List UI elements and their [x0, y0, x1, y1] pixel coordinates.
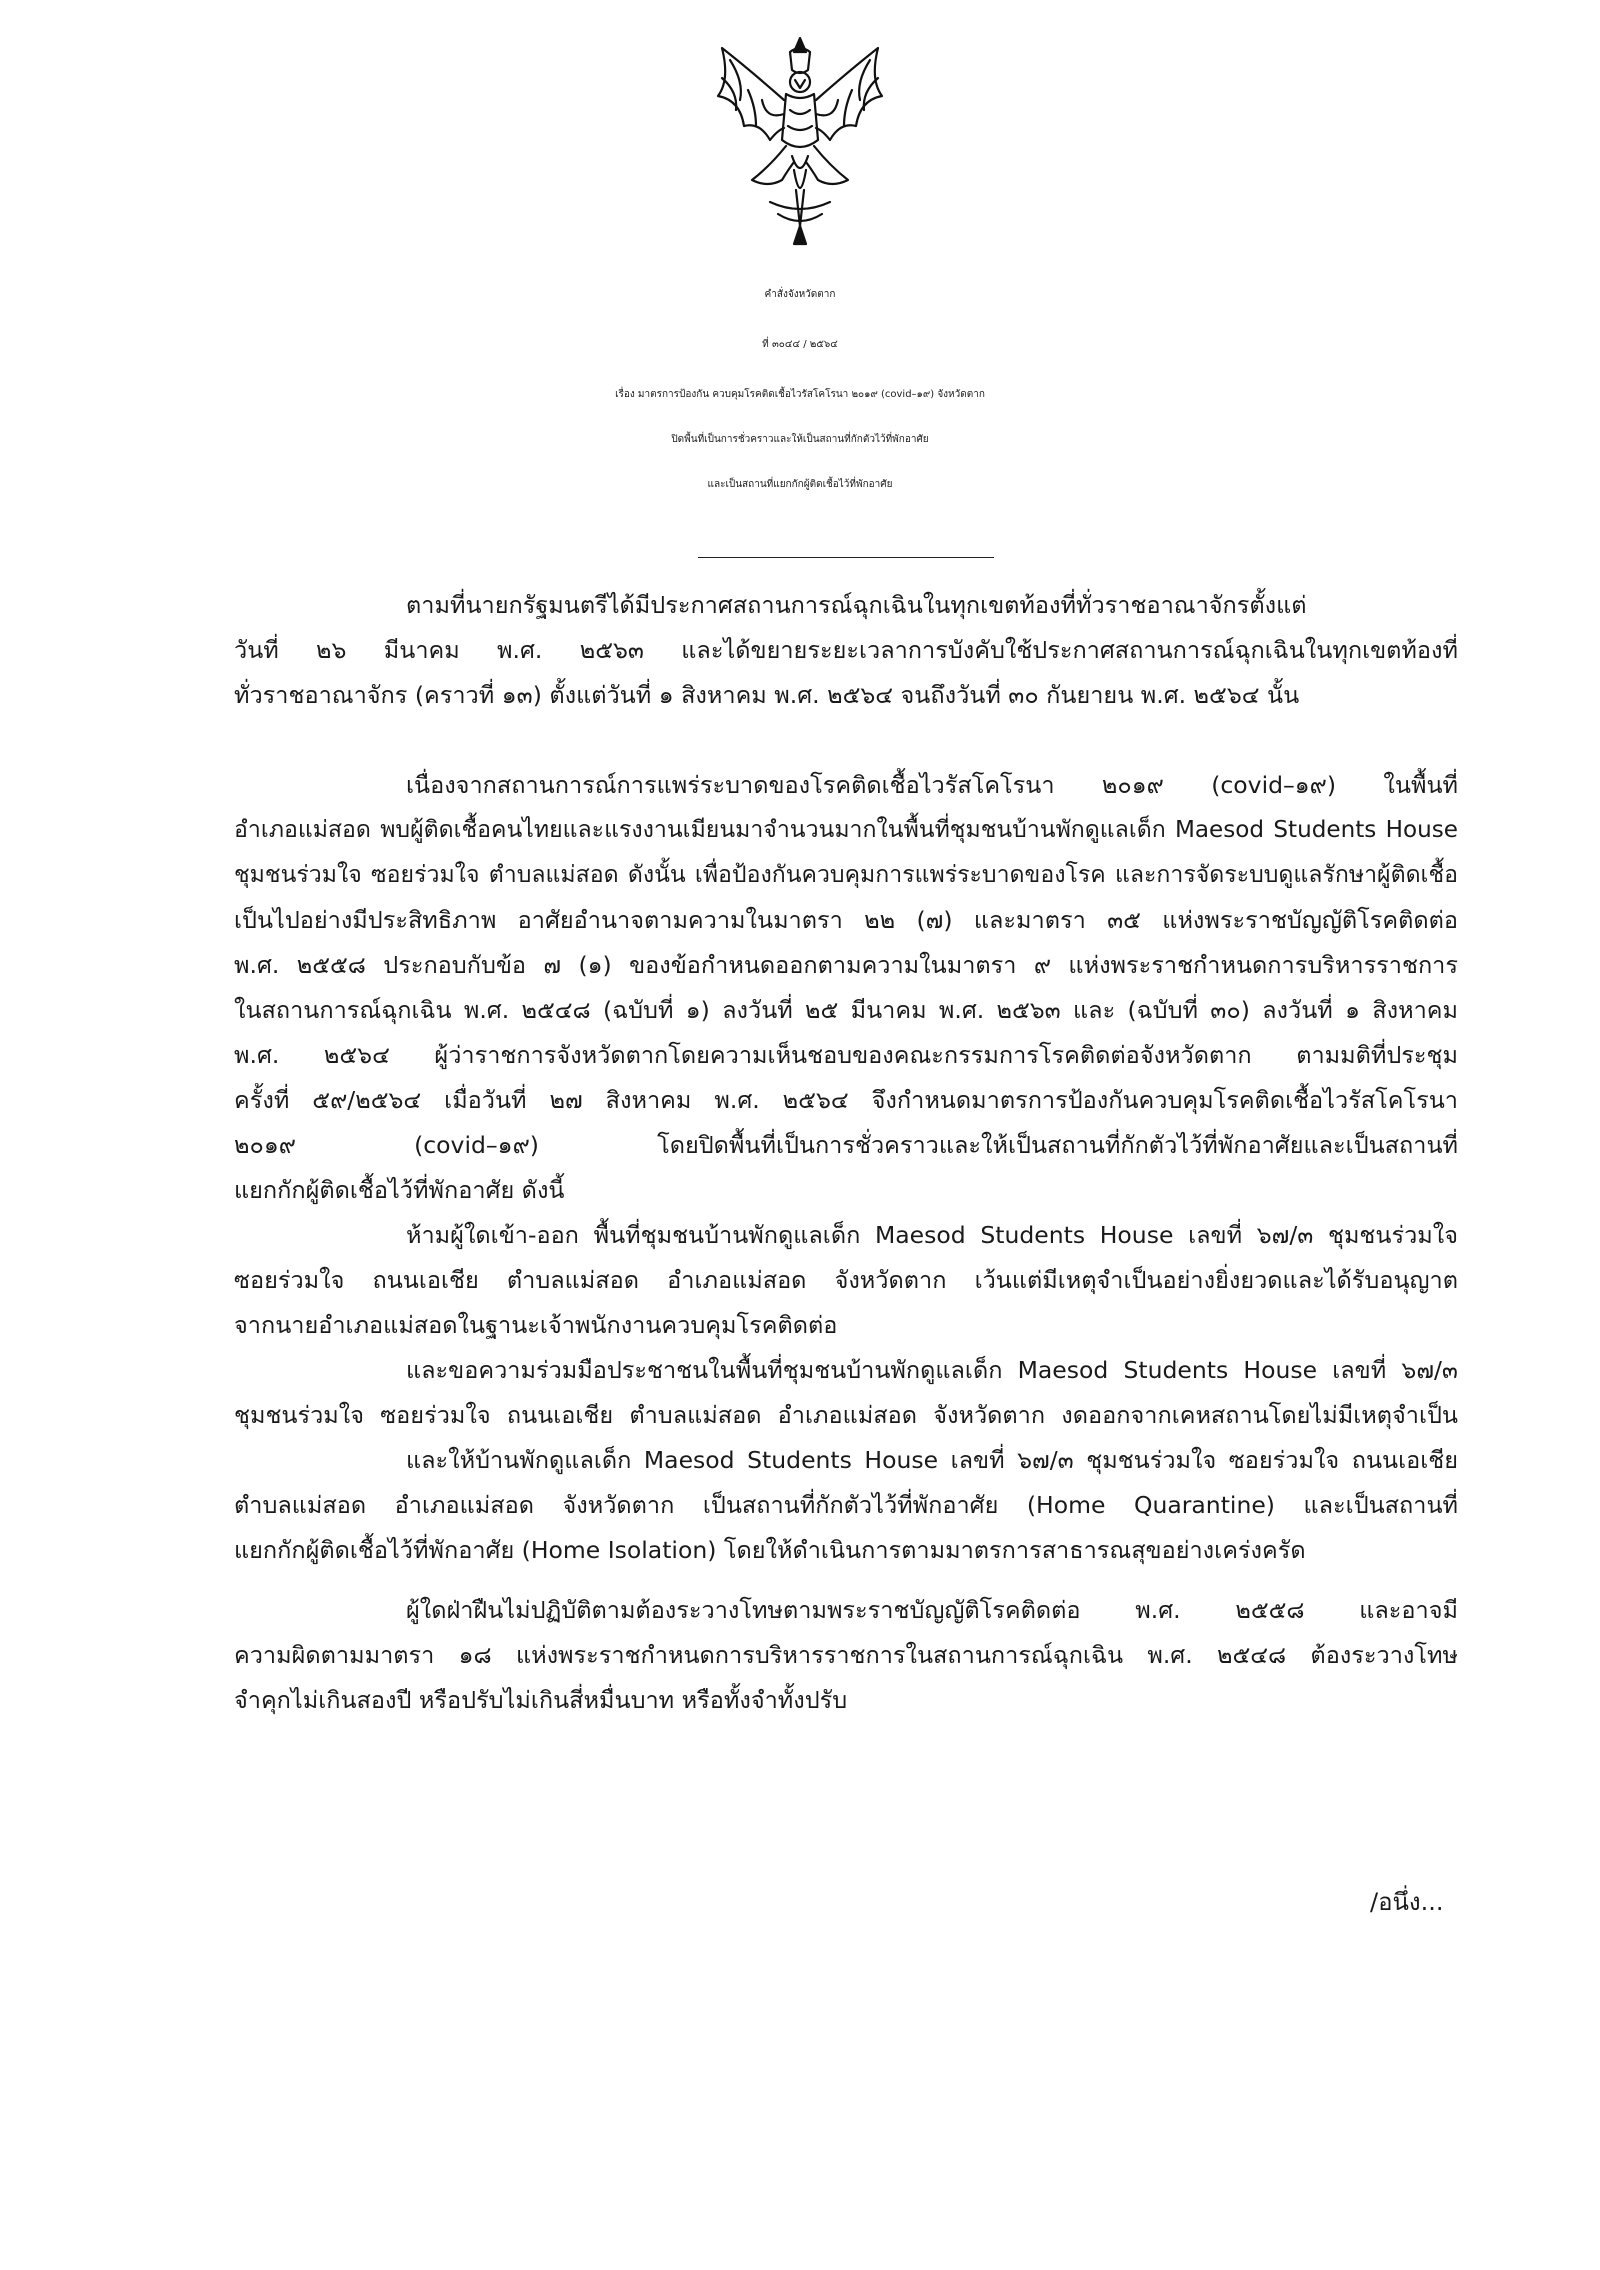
text-line: ตำบลแม่สอด อำเภอแม่สอด จังหวัดตาก เป็นสถานที่กักตัวไว้ที่พักอาศัย (Home Quarantine) และเป็นสถานที่	[234, 1491, 1458, 1519]
text-line: จากนายอำเภอแม่สอดในฐานะเจ้าพนักงานควบคุมโรคติดต่อ	[234, 1311, 838, 1339]
text-line: ตามที่นายกรัฐมนตรีได้มีประกาศสถานการณ์ฉุกเฉินในทุกเขตท้องที่ทั่วราชอาณาจักรตั้งแต่	[406, 591, 1307, 619]
text-line: อำเภอแม่สอด พบผู้ติดเชื้อคนไทยและแรงงานเมียนมาจำนวนมากในพื้นที่ชุมชนบ้านพักดูแลเด็ก Maesod Students House	[234, 817, 1458, 843]
text-line: แยกกักผู้ติดเชื้อไว้ที่พักอาศัย ดังนี้	[234, 1176, 565, 1204]
text-line: ผู้ใดฝ่าฝืนไม่ปฏิบัติตามต้องระวางโทษตามพระราชบัญญัติโรคติดต่อ พ.ศ. ๒๕๕๘ และอาจมี	[406, 1596, 1458, 1624]
text-line: ในสถานการณ์ฉุกเฉิน พ.ศ. ๒๕๔๘ (ฉบับที่ ๑) ลงวันที่ ๒๕ มีนาคม พ.ศ. ๒๕๖๓ และ (ฉบับที่ ๓๐) ลงวันที่ ๑ สิงหาคม	[234, 996, 1458, 1024]
text-line: ชุมชนร่วมใจ ซอยร่วมใจ ถนนเอเชีย ตำบลแม่สอด อำเภอแม่สอด จังหวัดตาก งดออกจากเคหสถานโดยไม่มีเหตุจำเป็น	[234, 1401, 1458, 1429]
text-line: ห้ามผู้ใดเข้า-ออก พื้นที่ชุมชนบ้านพักดูแลเด็ก Maesod Students House เลขที่ ๖๗/๓ ชุมชนร่วมใจ	[406, 1221, 1458, 1249]
paragraph-home-quarantine	[234, 1438, 1458, 1573]
subject-line-1: เรื่อง มาตรการป้องกัน ควบคุมโรคติดเชื้อไวรัสโคโรนา ๒๐๑๙ (covid–๑๙) จังหวัดตาก	[615, 389, 985, 400]
subject-line-3: และเป็นสถานที่แยกกักผู้ติดเชื้อไว้ที่พักอาศัย	[707, 479, 893, 490]
text-line: เป็นไปอย่างมีประสิทธิภาพ อาศัยอำนาจตามความในมาตรา ๒๒ (๗) และมาตรา ๓๕ แห่งพระราชบัญญัติโรคติดต่อ	[234, 906, 1458, 934]
subject-line-2: ปิดพื้นที่เป็นการชั่วคราวและให้เป็นสถานที่กักตัวไว้ที่พักอาศัย	[671, 434, 929, 445]
paragraph-entry-ban	[234, 1213, 1458, 1348]
text-line: พ.ศ. ๒๕๕๘ ประกอบกับข้อ ๗ (๑) ของข้อกำหนดออกตามความในมาตรา ๙ แห่งพระราชกำหนดการบริหารราชการ	[234, 951, 1458, 979]
text-line: และขอความร่วมมือประชาชนในพื้นที่ชุมชนบ้านพักดูแลเด็ก Maesod Students House เลขที่ ๖๗/๓	[406, 1356, 1458, 1384]
text-line: ชุมชนร่วมใจ ซอยร่วมใจ ตำบลแม่สอด ดังนั้น เพื่อป้องกันควบคุมการแพร่ระบาดของโรค และการจัดระบบดูแลรักษาผู้ติดเชื้อ	[234, 862, 1458, 888]
garuda-emblem-icon	[700, 30, 900, 270]
order-title: คำสั่งจังหวัดตาก	[764, 289, 836, 300]
text-line: และให้บ้านพักดูแลเด็ก Maesod Students House เลขที่ ๖๗/๓ ชุมชนร่วมใจ ซอยร่วมใจ ถนนเอเชีย	[406, 1446, 1458, 1474]
paragraph-public-cooperation	[234, 1348, 1458, 1438]
text-line: ซอยร่วมใจ ถนนเอเชีย ตำบลแม่สอด อำเภอแม่สอด จังหวัดตาก เว้นแต่มีเหตุจำเป็นอย่างยิ่งยวดและได้รับอนุญาต	[234, 1266, 1458, 1294]
continuation-marker: /อนึ่ง...	[1370, 1888, 1444, 1916]
title-divider	[698, 557, 994, 558]
paragraph-state-of-emergency	[234, 583, 1458, 718]
text-line: จำคุกไม่เกินสองปี หรือปรับไม่เกินสี่หมื่นบาท หรือทั้งจำทั้งปรับ	[234, 1686, 848, 1714]
text-line: วันที่ ๒๖ มีนาคม พ.ศ. ๒๕๖๓ และได้ขยายระยะเวลาการบังคับใช้ประกาศสถานการณ์ฉุกเฉินในทุกเขตท้องที่	[234, 636, 1458, 664]
paragraph-outbreak-authority	[234, 763, 1458, 1213]
text-line: เนื่องจากสถานการณ์การแพร่ระบาดของโรคติดเชื้อไวรัสโคโรนา ๒๐๑๙ (covid–๑๙) ในพื้นที่	[406, 771, 1458, 799]
text-line: ๒๐๑๙ (covid–๑๙) โดยปิดพื้นที่เป็นการชั่วคราวและให้เป็นสถานที่กักตัวไว้ที่พักอาศัยและเป็นสถานที่	[234, 1131, 1458, 1159]
text-line: ทั่วราชอาณาจักร (คราวที่ ๑๓) ตั้งแต่วันที่ ๑ สิงหาคม พ.ศ. ๒๕๖๔ จนถึงวันที่ ๓๐ กันยายน พ.ศ. ๒๕๖๔ นั้น	[234, 681, 1300, 709]
text-line: พ.ศ. ๒๕๖๔ ผู้ว่าราชการจังหวัดตากโดยความเห็นชอบของคณะกรรมการโรคติดต่อจังหวัดตาก ตามมติที่ประชุม	[234, 1041, 1458, 1069]
paragraph-penalties	[234, 1588, 1458, 1723]
text-line: ครั้งที่ ๕๙/๒๕๖๔ เมื่อวันที่ ๒๗ สิงหาคม พ.ศ. ๒๕๖๔ จึงกำหนดมาตรการป้องกันควบคุมโรคติดเชื้อไวรัสโคโรนา	[234, 1086, 1458, 1114]
order-number: ที่ ๓๐๔๔ / ๒๕๖๔	[762, 339, 838, 350]
text-line: แยกกักผู้ติดเชื้อไว้ที่พักอาศัย (Home Isolation) โดยให้ดำเนินการตามมาตรการสาธารณสุขอย่างเคร่งครัด	[234, 1536, 1306, 1564]
text-line: ความผิดตามมาตรา ๑๘ แห่งพระราชกำหนดการบริหารราชการในสถานการณ์ฉุกเฉิน พ.ศ. ๒๕๔๘ ต้องระวางโทษ	[234, 1641, 1458, 1669]
